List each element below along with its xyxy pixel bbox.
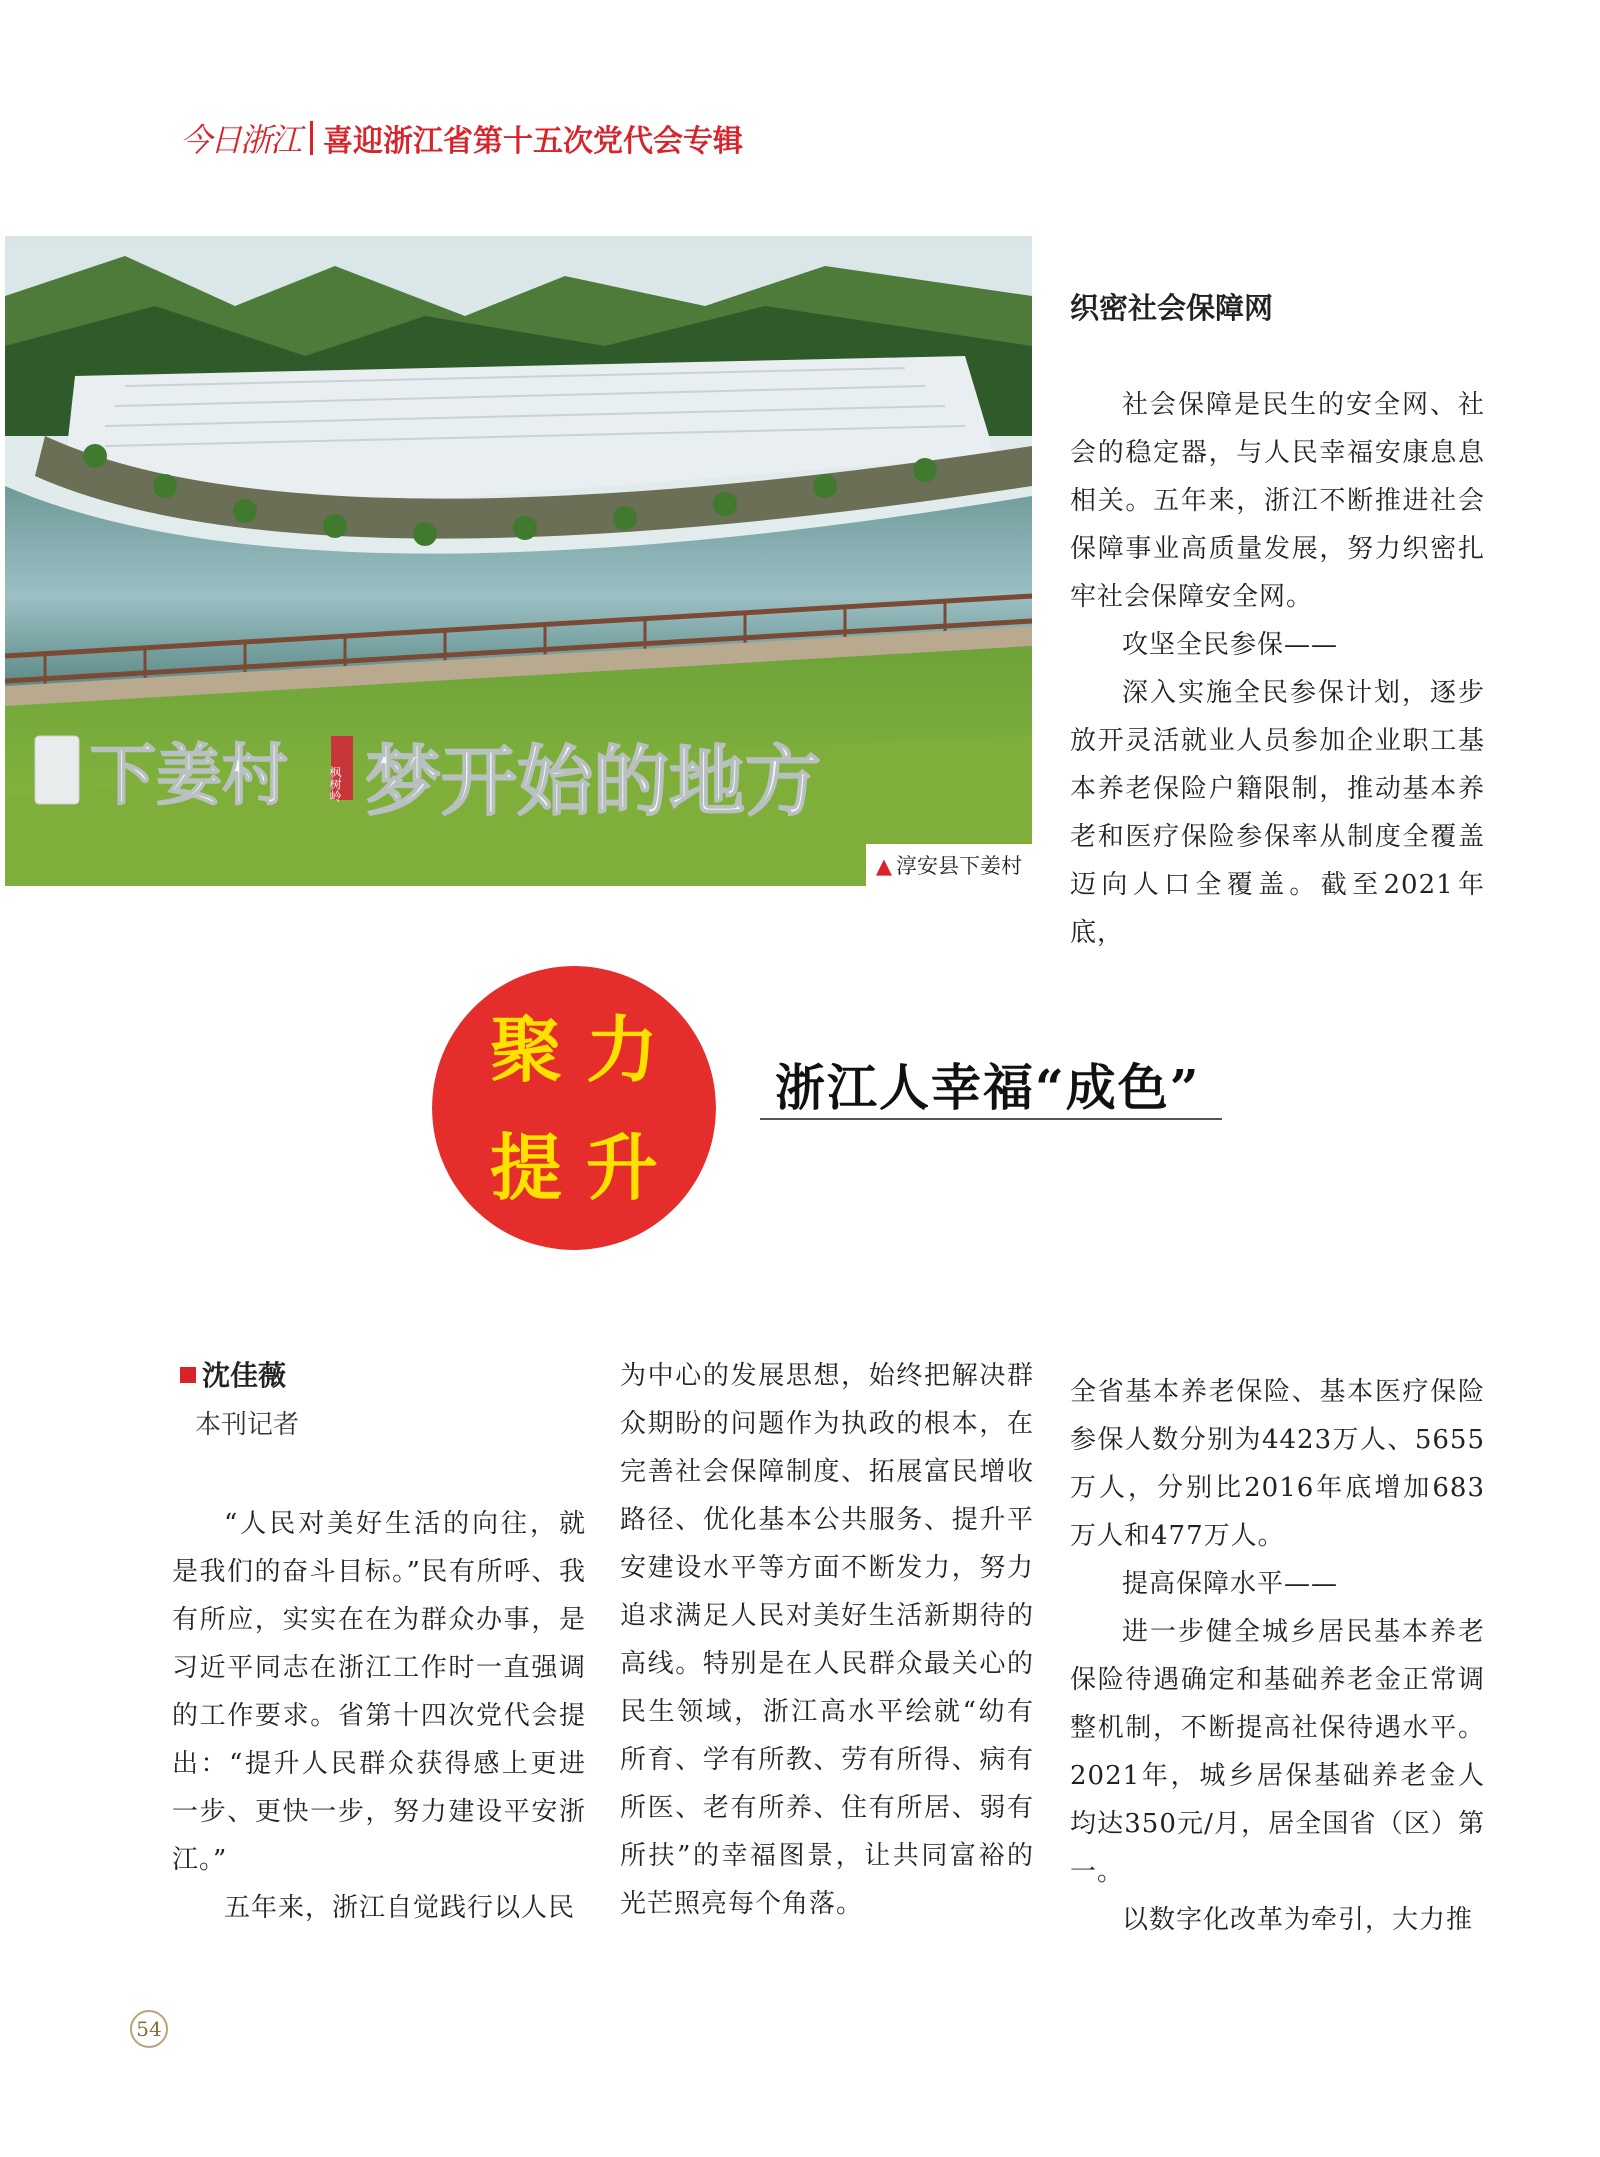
subtitle-underline (760, 1118, 1222, 1120)
title-badge (432, 966, 716, 1250)
subheading: 提高保障水平—— (1122, 1569, 1339, 1599)
column-1 (172, 1500, 586, 1932)
title-line-2: 提升 (489, 1126, 682, 1210)
paragraph: 进一步健全城乡居民基本养老保险待遇确定和基础养老金正常调整机制，不断提高社保待遇水平。2021年，城乡居保基础养老金人均达350元/月，居全国省（区）第一。 (1070, 1617, 1485, 1887)
article-subtitle: 浙江人幸福“成色” (775, 1058, 1201, 1117)
column-2 (620, 1352, 1034, 1928)
running-header (180, 116, 743, 160)
paragraph: 五年来，浙江自觉践行以人民 (224, 1893, 576, 1923)
svg-text:下姜村: 下姜村 (90, 737, 288, 814)
author-marker-icon (180, 1367, 196, 1383)
magazine-logo: 今日浙江 (180, 121, 301, 159)
author-role: 本刊记者 (195, 1410, 300, 1440)
paragraph: 社会保障是民生的安全网、社会的稳定器，与人民幸福安康息息相关。五年来，浙江不断推进社会保障事业高质量发展，努力织密扎牢社会保障安全网。 (1070, 390, 1485, 612)
paragraph: “人民对美好生活的向往，就是我们的奋斗目标。”民有所呼、我有所应，实实在在为群众办事，是习近平同志在浙江工作时一直强调的工作要求。省第十四次党代会提出：“提升人民群众获得感上更进一步、更快一步，努力建设平安浙江。” (172, 1509, 586, 1875)
page-number: 54 (130, 2010, 168, 2048)
column-right-top (1070, 286, 1485, 957)
paragraph: 为中心的发展思想，始终把解决群众期盼的问题作为执政的根本，在完善社会保障制度、拓展富民增收路径、优化基本公共服务、提升平安建设水平等方面不断发力，努力追求满足人民对美好生活新期待的高线。特别是在人民群众最关心的民生领域，浙江高水平绘就“幼有所育、学有所教、劳有所得、病有所医、老有所养、住有所居、弱有所扶”的幸福图景，让共同富裕的光芒照亮每个角落。 (620, 1361, 1034, 1919)
author-name: 沈佳薇 (180, 1354, 286, 1394)
photo-caption: ▲ 淳安县下姜村 (866, 844, 1032, 886)
paragraph: 全省基本养老保险、基本医疗保险参保人数分别为4423万人、5655万人，分别比2016年底增加683万人和477万人。 (1070, 1377, 1485, 1551)
header-divider (310, 121, 313, 155)
subheading: 攻坚全民参保—— (1122, 630, 1339, 660)
title-line-1: 聚力 (489, 1008, 682, 1092)
paragraph: 深入实施全民参保计划，逐步放开灵活就业人员参加企业职工基本养老保险户籍限制，推动基本养老和医疗保险参保率从制度全覆盖迈向人口全覆盖。截至2021年底， (1070, 678, 1485, 948)
village-photo (5, 236, 1032, 886)
svg-text:梦开始的地方: 梦开始的地方 (365, 737, 821, 826)
photo-illustration (5, 236, 1032, 886)
column-3 (1070, 1368, 1485, 1944)
paragraph: 以数字化改革为牵引，大力推 (1122, 1905, 1474, 1935)
section-heading: 织密社会保障网 (1070, 291, 1274, 325)
section-title: 喜迎浙江省第十五次党代会专辑 (323, 124, 744, 159)
svg-text:枫树岭: 枫树岭 (328, 766, 342, 802)
caption-marker-icon: ▲ (875, 854, 892, 878)
